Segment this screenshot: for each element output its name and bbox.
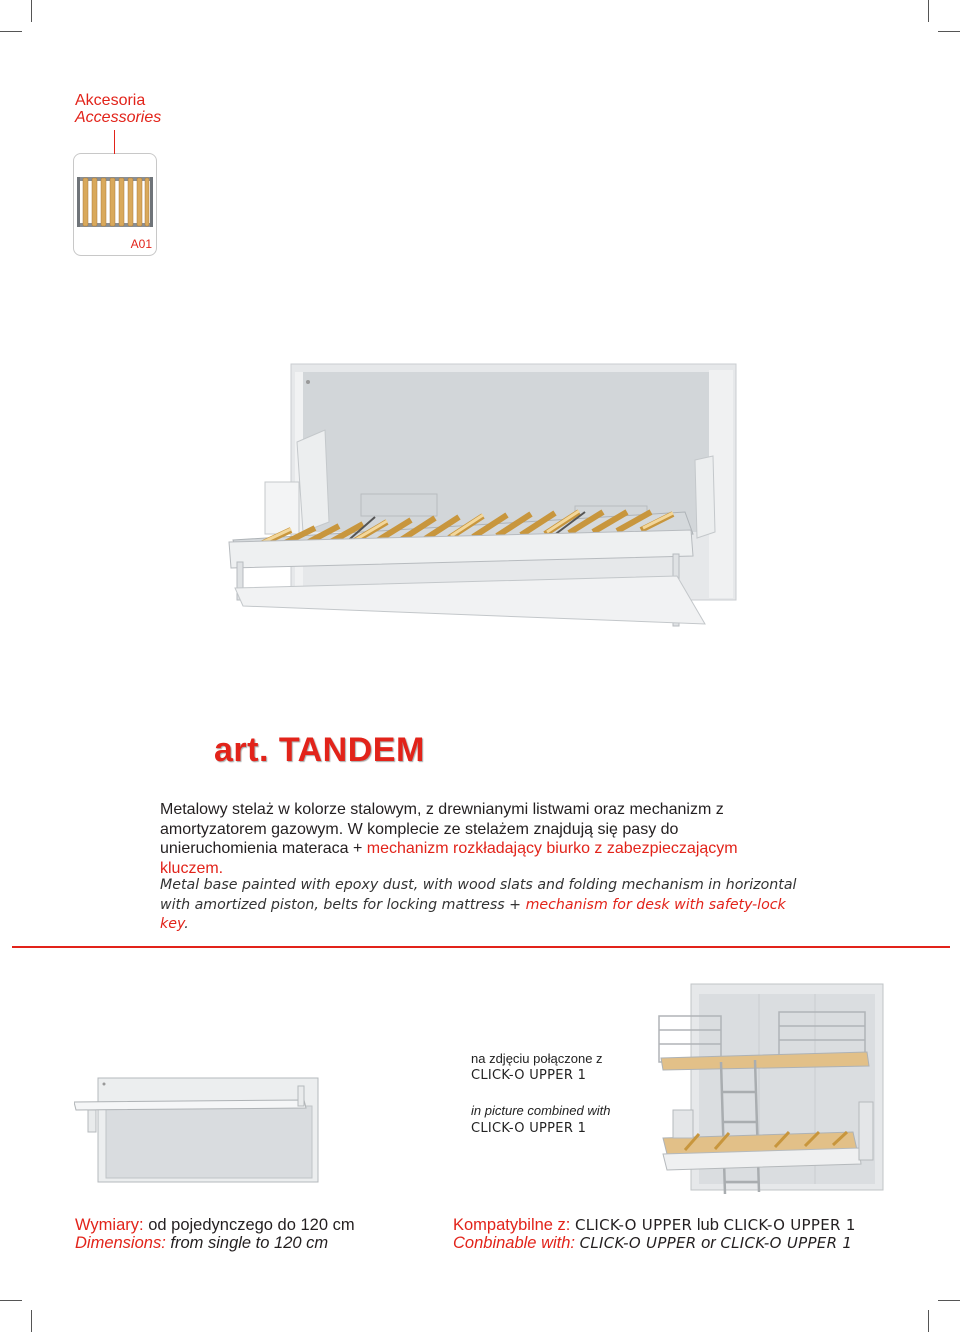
crop-mark-bottom-left-h: [0, 1300, 22, 1301]
compatible-item-1: CLICK-O UPPER: [575, 1216, 693, 1234]
dimensions-label-pl: Wymiary:: [75, 1216, 144, 1234]
compatible-item-1-en: CLICK-O UPPER: [579, 1234, 697, 1252]
compatible-label-en: Conbinable with:: [453, 1234, 575, 1252]
card-marker: [114, 130, 115, 154]
crop-mark-top-right-h: [938, 31, 960, 32]
photo-note-pl-label: na zdjęciu połączone z: [471, 1051, 603, 1066]
compatible-label-pl: Kompatybilne z:: [453, 1216, 571, 1234]
product-photo-tandem: [225, 362, 745, 637]
compatible-item-2: CLICK-O UPPER 1: [723, 1216, 856, 1234]
description-en: [160, 876, 800, 935]
photo-note-pl-code: CLICK-O UPPER 1: [471, 1068, 587, 1083]
crop-mark-bottom-left: [31, 1310, 32, 1332]
crop-mark-bottom-right: [928, 1310, 929, 1332]
description-en-highlight: mechanism for desk with safety-lock key: [160, 896, 786, 932]
compatible-joiner-pl: lub: [696, 1216, 719, 1234]
description-pl-text: Metalowy stelaż w kolorze stalowym, z drewnianymi listwami oraz mechanizm z amortyzatorem gazowym. W komplecie ze stelażem znajdują się pasy do unieruchomienia materaca +: [160, 801, 724, 857]
description-en-text: Metal base painted with epoxy dust, with wood slats and folding mechanism in horizontal with amortized piston, belts for locking mattress +: [160, 877, 797, 913]
description-pl: [160, 800, 800, 878]
dimensions-en: [75, 1234, 328, 1253]
photo-bunk-bed: [655, 982, 887, 1202]
description-pl-highlight: mechanizm rozkładający biurko z zabezpieczającym kluczem.: [160, 840, 738, 877]
dimensions-label-en: Dimensions:: [75, 1234, 166, 1252]
crop-mark-top-right: [928, 0, 929, 22]
compatible-pl: [453, 1216, 856, 1235]
dimensions-value-en: from single to 120 cm: [170, 1234, 329, 1252]
crop-mark-top-left: [31, 0, 32, 22]
accessories-label-en: Accessories: [75, 109, 162, 126]
section-divider: [12, 946, 950, 948]
description-en-end: .: [184, 916, 189, 932]
accessory-card-a01[interactable]: [73, 153, 157, 256]
product-title: art. TANDEM: [214, 731, 425, 769]
slatted-base-thumbnail: [77, 174, 153, 230]
dimensions-pl: [75, 1216, 355, 1235]
crop-mark-top-left-h: [0, 31, 22, 32]
accessories-label-pl: Akcesoria: [75, 92, 146, 109]
crop-mark-bottom-right-h: [938, 1300, 960, 1301]
accessory-code: A01: [130, 237, 152, 251]
compatible-item-2-en: CLICK-O UPPER 1: [720, 1234, 853, 1252]
dimensions-value-pl: od pojedynczego do 120 cm: [148, 1216, 355, 1234]
compatible-en: [453, 1234, 852, 1253]
photo-note-en-code: CLICK-O UPPER 1: [471, 1121, 587, 1136]
photo-note-en-label: in picture combined with: [471, 1103, 611, 1118]
compatible-joiner-en: or: [701, 1234, 716, 1252]
photo-closed-bed: [74, 1076, 324, 1184]
